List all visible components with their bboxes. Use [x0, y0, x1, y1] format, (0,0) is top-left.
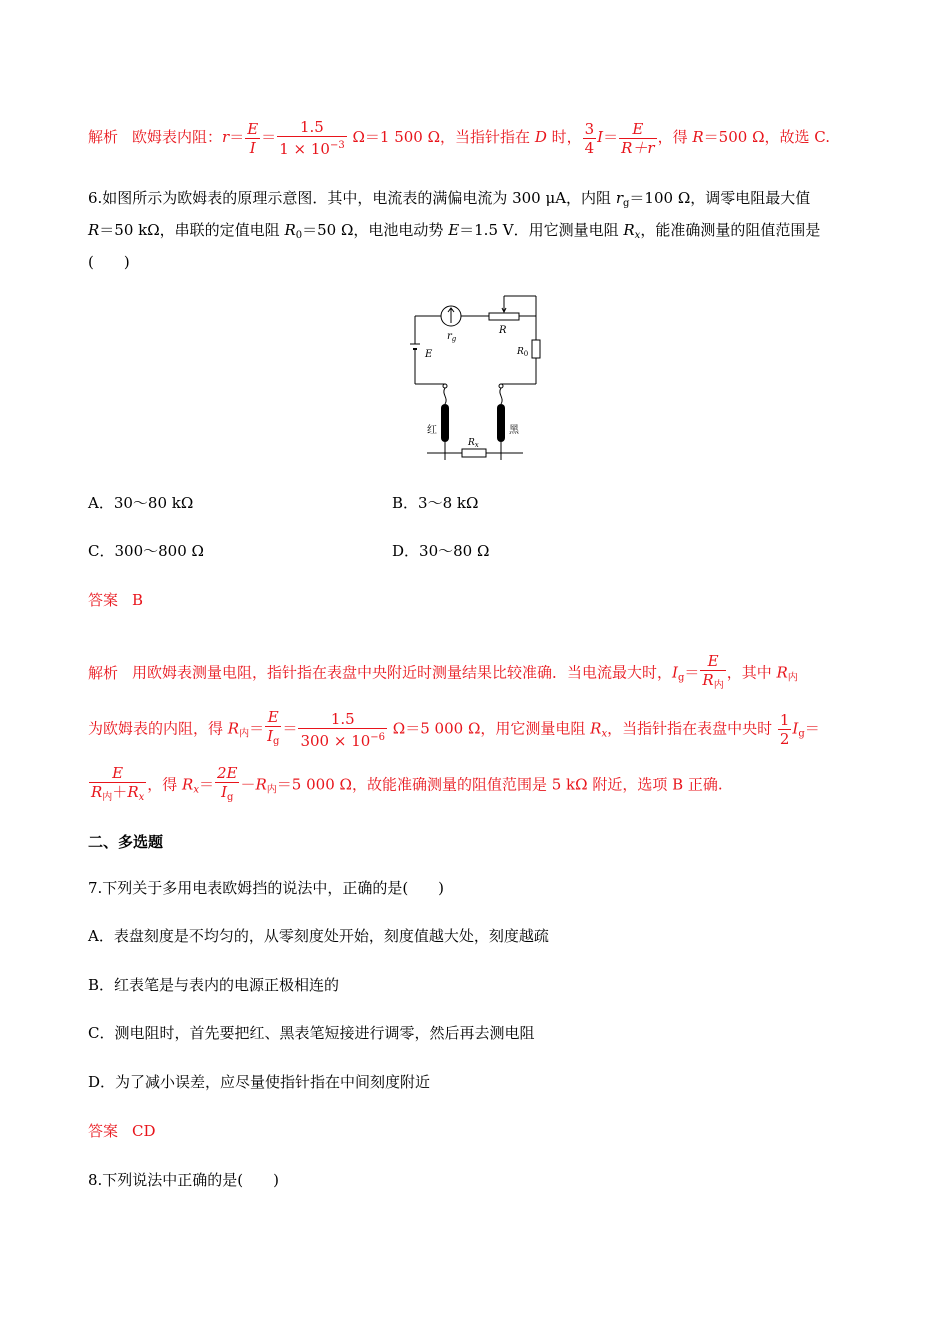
q7-option-a: A．表盘刻度是不均匀的，从零刻度处开始，刻度值越大处，刻度越疏	[88, 927, 549, 945]
r0-label: $R_0$	[517, 347, 529, 358]
q6-stem-line-3: ( )	[88, 253, 130, 271]
red-terminal	[443, 384, 447, 388]
q6-solution-line-1: 解析 用欧姆表测量电阻，指针指在表盘中央附近时测量结果比较准确．当电流最大时，$I_g=$ $\frac{E}{R_内}$ ，其中 $R_内$	[88, 652, 798, 695]
fraction-e-over-r-plus-r: $\frac{E}{R+r}$	[621, 119, 655, 157]
red-probe-label: 红	[427, 425, 437, 436]
fraction-e-over-r-nei: $\frac{E}{R_内}$	[702, 652, 724, 691]
red-probe	[441, 404, 449, 442]
fraction-2e-over-ig: $\frac{2E}{I_g}$	[216, 764, 238, 803]
q7-answer	[88, 1121, 156, 1141]
red-lead	[444, 388, 446, 404]
rx-label: $R_x$	[468, 438, 479, 449]
q6-solution-line-3: $\frac{E}{R_内+R_x}$ ，得 $R_x=$ $\frac{2E}{I_g}$ $-R_内=5$ 000 Ω，故能准确测量的阻值范围是 5 kΩ 附近，选项 B 正确.	[88, 764, 723, 807]
resistor-r0-symbol	[532, 340, 540, 358]
fraction-3-over-4: $\frac{3}{4}$	[584, 119, 595, 157]
fraction-e-over-i: $\frac{E}{I}$	[247, 119, 259, 157]
fraction-e-over-rnei-plus-rx: $\frac{E}{R_内+R_x}$	[91, 764, 145, 803]
black-probe-label: 黑	[509, 425, 519, 436]
option-d: D．30～80 Ω	[392, 542, 490, 560]
e-label: E	[425, 349, 433, 360]
q6-stem-line-2: R＝50 kΩ，串联的定值电阻 $R_0=50$ Ω，电池电动势 E＝1.5 V．用它测量电阻 $R_x$，能准确测量的阻值范围是	[88, 221, 821, 241]
solution-label: 解析	[88, 663, 119, 682]
option-a: A．30～80 kΩ	[88, 494, 194, 512]
q7-stem: 7.下列关于多用电表欧姆挡的说法中，正确的是( )	[88, 879, 445, 897]
option-c: C．300～800 Ω	[88, 542, 204, 560]
solution-label: 解析	[88, 128, 119, 146]
q7-option-c: C．测电阻时，首先要把红、黑表笔短接进行调零，然后再去测电阻	[88, 1024, 535, 1042]
fraction-1-5-over-300e-6: $\frac{1.5}{300 \times 10^{-6}}$	[300, 709, 386, 750]
ohmmeter-circuit-diagram	[405, 292, 545, 462]
resistor-rx-symbol	[462, 449, 486, 457]
answer-label: 答案	[88, 1122, 119, 1140]
q6-answer	[88, 590, 143, 610]
q8-stem: 8.下列说法中正确的是( )	[88, 1171, 280, 1189]
q5-solution-line: 解析 欧姆表内阻：r＝ $\frac{E}{I}$ ＝ $\frac{1.5}{1 \times 10^{-3}}$ Ω＝1 500 Ω，当指针指在 D 时， $\frac{3}{4}$ I＝ $\frac{E}{R+r}$ ，得 R＝500 Ω，故选 C.	[88, 118, 830, 158]
black-lead	[500, 388, 502, 404]
r-label: R	[499, 325, 507, 336]
black-probe	[497, 404, 505, 442]
answer-value: B	[132, 591, 144, 609]
q7-option-d: D．为了减小误差，应尽量使指针指在中间刻度附近	[88, 1073, 431, 1091]
section-heading: 二、多选题	[88, 833, 164, 851]
black-terminal	[499, 384, 503, 388]
fraction-1-5-over-1e-3: $\frac{1.5}{1 \times 10^{-3}}$	[279, 118, 345, 158]
q6-solution-line-2: 为欧姆表的内阻，得 $R_内=$ $\frac{E}{I_g}$ ＝ $\frac{1.5}{300 \times 10^{-6}}$ Ω＝5 000 Ω，用它测量电阻 $R_x$，当指针指在表盘中央时 $\frac{1}{2}$ $I_g=$	[88, 708, 820, 750]
rheostat-r-symbol	[489, 313, 519, 320]
fraction-1-over-2: $\frac{1}{2}$	[779, 711, 790, 748]
option-b: B．3～8 kΩ	[392, 494, 479, 512]
rg-label: $r_g$	[447, 331, 457, 343]
q7-option-b: B．红表笔是与表内的电源正极相连的	[88, 976, 340, 994]
answer-label: 答案	[88, 591, 119, 609]
q6-stem-line-1: 6.如图所示为欧姆表的原理示意图．其中，电流表的满偏电流为 300 μA，内阻 $r_g=100$ Ω，调零电阻最大值	[88, 189, 811, 209]
fraction-e-over-ig: $\frac{E}{I_g}$	[267, 708, 280, 747]
answer-value: CD	[132, 1122, 156, 1140]
